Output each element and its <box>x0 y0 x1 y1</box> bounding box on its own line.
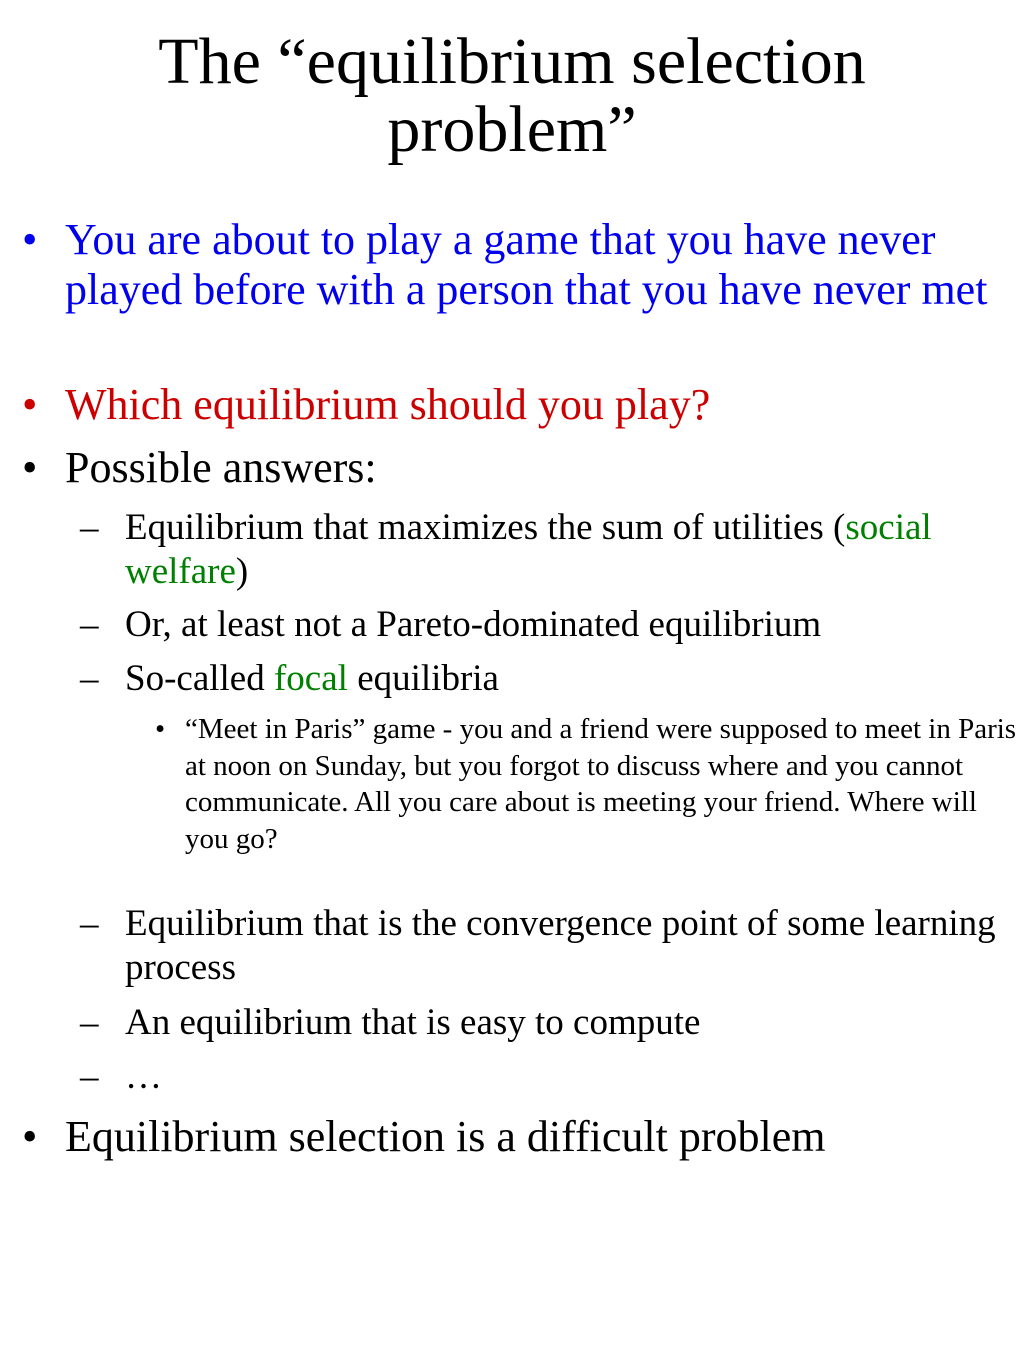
social-welfare-term: social welfare <box>125 507 932 592</box>
dash-marker: – <box>80 1056 99 1097</box>
bullet-scenario <box>22 215 1020 315</box>
bullet-question <box>22 380 1020 430</box>
focal-text-post: equilibria <box>347 658 499 699</box>
bullet-possible-answers <box>22 443 1020 493</box>
easy-compute-text: An equilibrium that is easy to compute <box>125 1002 701 1043</box>
slide-title <box>0 25 1024 166</box>
bullet-conclusion <box>22 1112 1020 1162</box>
bullet-conclusion-text: Equilibrium selection is a difficult problem <box>65 1112 826 1161</box>
dash-marker: – <box>80 1002 99 1043</box>
sub-item-easy-compute <box>80 1001 1020 1045</box>
meet-in-paris-text: “Meet in Paris” game - you and a friend were supposed to meet in Paris at noon on Sunday, but you forgot to discuss where and you cannot communicate. All you care about is meeting your friend. Where will you go? <box>185 713 1017 855</box>
learning-text: Equilibrium that is the convergence point of some learning process <box>125 903 996 988</box>
sub-item-learning <box>80 902 1020 990</box>
bullet-marker: • <box>155 713 166 745</box>
sub-item-social-welfare <box>80 506 1020 594</box>
bullet-question-text: Which equilibrium should you play? <box>65 380 711 429</box>
bullet-possible-answers-text: Possible answers: <box>65 443 377 492</box>
sub-item-ellipsis <box>80 1055 1020 1099</box>
focal-text-pre: So-called <box>125 658 274 699</box>
dash-marker: – <box>80 604 99 645</box>
bullet-scenario-text: You are about to play a game that you have never played before with a person that you have never met <box>65 215 988 314</box>
slide-title-line-2: problem” <box>387 93 637 166</box>
pareto-text: Or, at least not a Pareto-dominated equilibrium <box>125 604 822 645</box>
social-welfare-text-pre: Equilibrium that maximizes the sum of utilities ( <box>125 507 846 548</box>
social-welfare-text-post: ) <box>235 551 249 592</box>
dash-marker: – <box>80 507 99 548</box>
bullet-marker: • <box>22 380 38 429</box>
focal-term: focal <box>273 658 348 699</box>
bullet-marker: • <box>22 443 38 492</box>
bullet-marker: • <box>22 215 38 264</box>
ellipsis-text: … <box>125 1056 162 1097</box>
sub-item-pareto <box>80 603 1020 647</box>
dash-marker: – <box>80 903 99 944</box>
sub-sub-item-meet-in-paris <box>155 711 1020 857</box>
slide-title-line-1: The “equilibrium selection <box>158 25 866 98</box>
bullet-marker: • <box>22 1112 38 1161</box>
dash-marker: – <box>80 658 99 699</box>
sub-item-focal <box>80 657 1020 701</box>
